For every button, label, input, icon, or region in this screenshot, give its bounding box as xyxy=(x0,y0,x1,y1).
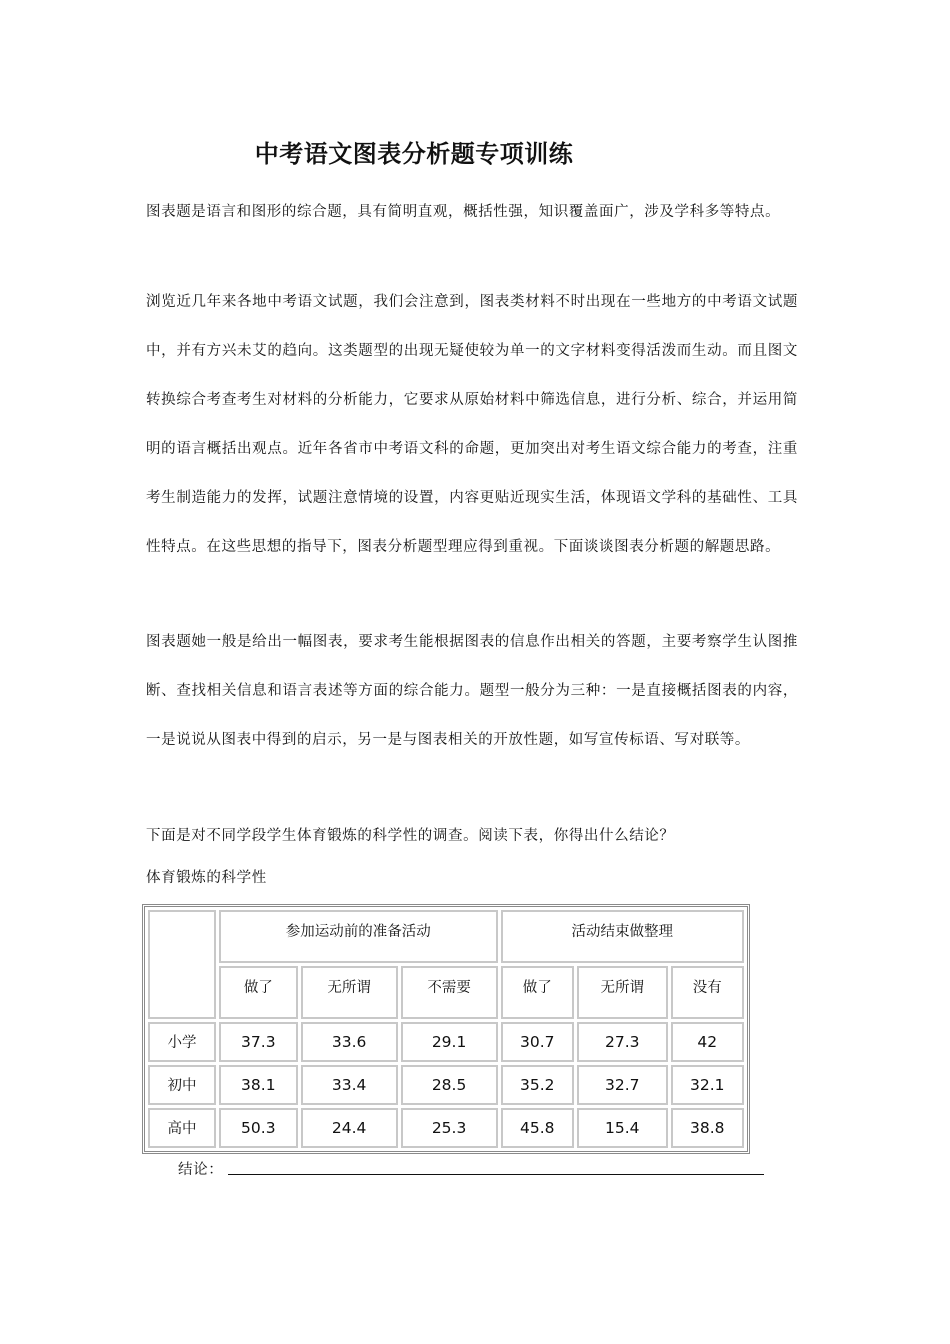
table-cell: 32.7 xyxy=(577,1065,668,1105)
table-cell: 15.4 xyxy=(577,1108,668,1148)
table-row xyxy=(148,1065,744,1105)
group-header-cooldown: 活动结束做整理 xyxy=(501,910,744,963)
table-cell: 37.3 xyxy=(219,1022,298,1062)
question-types-paragraph: 图表题她一般是给出一幅图表，要求考生能根据图表的信息作出相关的答题，主要考察学生认图推断、查找相关信息和语言表述等方面的综合能力。题型一般分为三种：一是直接概括图表的内容，一是说说从图表中得到的启示，另一是与图表相关的开放性题，如写宣传标语、写对联等。 xyxy=(146,634,798,748)
sub-header: 做了 xyxy=(219,966,298,1019)
row-header: 初中 xyxy=(148,1065,216,1105)
table-cell: 29.1 xyxy=(401,1022,498,1062)
table-cell: 45.8 xyxy=(501,1108,574,1148)
table-cell: 50.3 xyxy=(219,1108,298,1148)
table-cell: 27.3 xyxy=(577,1022,668,1062)
table-row xyxy=(148,1022,744,1062)
table-cell: 33.6 xyxy=(301,1022,398,1062)
table-cell: 38.8 xyxy=(671,1108,744,1148)
sub-header: 做了 xyxy=(501,966,574,1019)
table-header-row xyxy=(148,910,744,963)
conclusion-answer-line[interactable] xyxy=(228,1174,764,1175)
table-row xyxy=(148,1108,744,1148)
conclusion-label: 结论： xyxy=(178,1162,224,1178)
table-cell: 38.1 xyxy=(219,1065,298,1105)
row-header: 高中 xyxy=(148,1108,216,1148)
table-cell: 32.1 xyxy=(671,1065,744,1105)
table-cell: 24.4 xyxy=(301,1108,398,1148)
table-subheader-row xyxy=(148,966,744,1019)
intro-paragraph: 图表题是语言和图形的综合题，具有简明直观，概括性强，知识覆盖面广，涉及学科多等特点。 xyxy=(146,204,781,220)
table-cell: 28.5 xyxy=(401,1065,498,1105)
background-paragraph: 浏览近几年来各地中考语文试题，我们会注意到，图表类材料不时出现在一些地方的中考语文试题中，并有方兴未艾的趋向。这类题型的出现无疑使较为单一的文字材料变得活泼而生动。而且图文转换综合考查考生对材料的分析能力，它要求从原始材料中筛选信息，进行分析、综合，并运用简明的语言概括出观点。近年各省市中考语文科的命题，更加突出对考生语文综合能力的考查，注重考生制造能力的发挥，试题注意情境的设置，内容更贴近现实生活，体现语文学科的基础性、工具性特点。在这些思想的指导下，图表分析题型理应得到重视。下面谈谈图表分析题的解题思路。 xyxy=(146,294,798,555)
table-cell: 35.2 xyxy=(501,1065,574,1105)
exercise-question: 下面是对不同学段学生体育锻炼的科学性的调查。阅读下表，你得出什么结论？ xyxy=(146,828,675,844)
sub-header: 无所谓 xyxy=(577,966,668,1019)
document-title: 中考语文图表分析题专项训练 xyxy=(254,140,574,168)
row-header: 小学 xyxy=(148,1022,216,1062)
sub-header: 不需要 xyxy=(401,966,498,1019)
survey-table xyxy=(142,904,750,1154)
table-cell: 42 xyxy=(671,1022,744,1062)
sub-header: 没有 xyxy=(671,966,744,1019)
group-header-warmup: 参加运动前的准备活动 xyxy=(219,910,498,963)
table-caption: 体育锻炼的科学性 xyxy=(146,870,267,886)
corner-cell xyxy=(148,910,216,1019)
table-cell: 30.7 xyxy=(501,1022,574,1062)
table-cell: 33.4 xyxy=(301,1065,398,1105)
table-cell: 25.3 xyxy=(401,1108,498,1148)
sub-header: 无所谓 xyxy=(301,966,398,1019)
